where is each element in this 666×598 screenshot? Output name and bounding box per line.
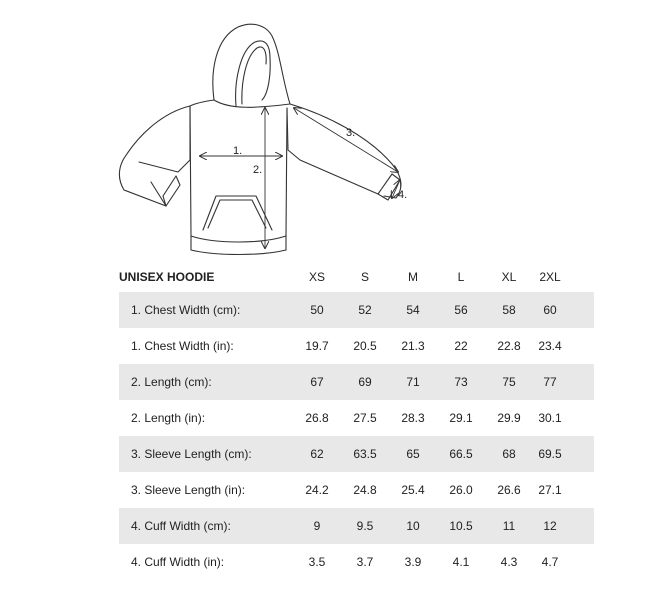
table-row bbox=[119, 328, 594, 364]
table-header-row bbox=[119, 262, 594, 292]
row-label: 1. Chest Width (in): bbox=[131, 339, 234, 353]
table-cell: 66.5 bbox=[449, 447, 473, 461]
table-cell: 50 bbox=[310, 303, 324, 317]
table-cell: 19.7 bbox=[305, 339, 329, 353]
row-label: 2. Length (cm): bbox=[131, 375, 212, 389]
table-cell: 3.5 bbox=[308, 555, 326, 569]
table-cell: 23.4 bbox=[538, 339, 562, 353]
measure-label-length: 2. bbox=[253, 164, 263, 176]
table-cell: 4.3 bbox=[500, 555, 518, 569]
measurement-lines bbox=[200, 108, 400, 248]
table-cell: 9 bbox=[313, 519, 321, 533]
size-header: XS bbox=[308, 270, 325, 284]
row-label: 4. Cuff Width (cm): bbox=[131, 519, 231, 533]
measure-label-sleeve: 3. bbox=[346, 127, 356, 139]
size-header: M bbox=[408, 270, 418, 284]
row-label: 2. Length (in): bbox=[131, 411, 206, 425]
row-label: 3. Sleeve Length (in): bbox=[131, 483, 246, 497]
table-cell: 24.8 bbox=[353, 483, 377, 497]
size-chart-table bbox=[119, 262, 594, 580]
table-cell: 25.4 bbox=[401, 483, 425, 497]
table-cell: 10.5 bbox=[449, 519, 473, 533]
hoodie-outline bbox=[119, 24, 401, 254]
table-cell: 10 bbox=[406, 519, 420, 533]
table-cell: 26.0 bbox=[449, 483, 473, 497]
table-cell: 29.1 bbox=[449, 411, 473, 425]
table-cell: 62 bbox=[310, 447, 324, 461]
table-cell: 63.5 bbox=[353, 447, 377, 461]
row-label: 4. Cuff Width (in): bbox=[131, 555, 225, 569]
row-label: 1. Chest Width (cm): bbox=[131, 303, 241, 317]
table-cell: 52 bbox=[358, 303, 372, 317]
measure-label-chest: 1. bbox=[233, 145, 243, 157]
table-cell: 28.3 bbox=[401, 411, 425, 425]
size-header: 2XL bbox=[539, 270, 561, 284]
table-cell: 22.8 bbox=[497, 339, 521, 353]
table-cell: 3.7 bbox=[356, 555, 374, 569]
table-row bbox=[119, 292, 594, 328]
table-cell: 60 bbox=[543, 303, 557, 317]
table-cell: 20.5 bbox=[353, 339, 377, 353]
table-row bbox=[119, 364, 594, 400]
table-cell: 71 bbox=[406, 375, 420, 389]
table-cell: 68 bbox=[502, 447, 516, 461]
table-cell: 65 bbox=[406, 447, 420, 461]
table-row bbox=[119, 544, 594, 580]
table-row bbox=[119, 508, 594, 544]
table-cell: 26.8 bbox=[305, 411, 329, 425]
table-cell: 3.9 bbox=[404, 555, 422, 569]
table-cell: 73 bbox=[454, 375, 468, 389]
table-cell: 30.1 bbox=[538, 411, 562, 425]
table-cell: 22 bbox=[454, 339, 468, 353]
table-cell: 26.6 bbox=[497, 483, 521, 497]
table-cell: 27.5 bbox=[353, 411, 377, 425]
row-label: 3. Sleeve Length (cm): bbox=[131, 447, 252, 461]
table-title: UNISEX HOODIE bbox=[119, 270, 215, 284]
table-cell: 58 bbox=[502, 303, 516, 317]
table-cell: 69.5 bbox=[538, 447, 562, 461]
size-header: L bbox=[457, 270, 465, 284]
table-cell: 54 bbox=[406, 303, 420, 317]
table-cell: 77 bbox=[543, 375, 557, 389]
table-cell: 9.5 bbox=[356, 519, 374, 533]
table-row bbox=[119, 436, 594, 472]
table-row bbox=[119, 400, 594, 436]
table-cell: 29.9 bbox=[497, 411, 521, 425]
table-cell: 27.1 bbox=[538, 483, 562, 497]
table-row bbox=[119, 472, 594, 508]
table-cell: 56 bbox=[454, 303, 468, 317]
table-cell: 12 bbox=[543, 519, 557, 533]
size-header: S bbox=[360, 270, 369, 284]
table-body bbox=[119, 292, 594, 580]
table-cell: 75 bbox=[502, 375, 516, 389]
table-cell: 21.3 bbox=[401, 339, 425, 353]
hoodie-diagram bbox=[0, 0, 666, 262]
table-cell: 4.1 bbox=[452, 555, 470, 569]
table-cell: 67 bbox=[310, 375, 324, 389]
table-cell: 4.7 bbox=[541, 555, 559, 569]
table-cell: 69 bbox=[358, 375, 372, 389]
size-header: XL bbox=[501, 270, 517, 284]
measure-label-cuff: 4. bbox=[398, 189, 408, 201]
table-cell: 11 bbox=[502, 519, 516, 533]
table-cell: 24.2 bbox=[305, 483, 329, 497]
